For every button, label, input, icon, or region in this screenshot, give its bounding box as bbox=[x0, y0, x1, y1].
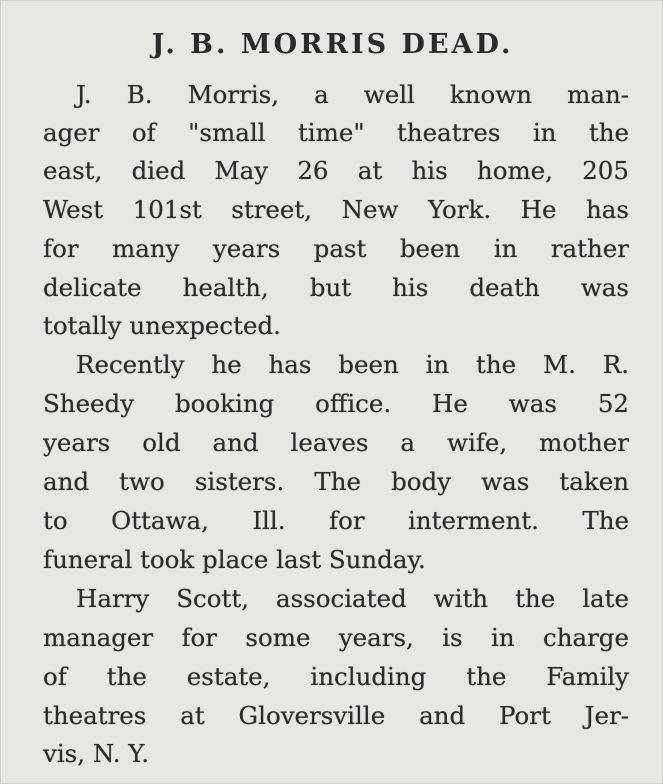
paragraph-2-line-5: to Ottawa, Ill. for interment. The bbox=[43, 506, 629, 535]
paragraph-1-line-6: delicate health, but his death was bbox=[43, 273, 629, 302]
paragraph-3-line-5: vis, N. Y. bbox=[43, 739, 150, 768]
headline: J. B. MORRIS DEAD. bbox=[151, 29, 514, 60]
paragraph-3-line-3: of the estate, including the Family bbox=[43, 662, 629, 691]
paragraph-1-line-1: J. B. Morris, a well known man- bbox=[76, 80, 629, 109]
paragraph-3-line-1: Harry Scott, associated with the late bbox=[76, 584, 629, 613]
paragraph-2-line-6: funeral took place last Sunday. bbox=[43, 545, 426, 574]
paragraph-2-line-2: Sheedy booking office. He was 52 bbox=[43, 389, 629, 418]
paragraph-1-line-4: West 101st street, New York. He has bbox=[43, 195, 629, 224]
paragraph-1-line-2: ager of "small time" theatres in the bbox=[43, 118, 629, 147]
paragraph-2-line-4: and two sisters. The body was taken bbox=[43, 467, 629, 496]
paragraph-1-line-3: east, died May 26 at his home, 205 bbox=[43, 156, 629, 185]
paragraph-3-line-4: theatres at Gloversville and Port Jer- bbox=[43, 701, 629, 730]
paragraph-2-line-1: Recently he has been in the M. R. bbox=[76, 350, 629, 379]
paragraph-1-line-7: totally unexpected. bbox=[43, 311, 281, 340]
paragraph-3-line-2: manager for some years, is in charge bbox=[43, 623, 629, 652]
paragraph-2-line-3: years old and leaves a wife, mother bbox=[43, 428, 629, 457]
paragraph-1-line-5: for many years past been in rather bbox=[43, 234, 629, 263]
